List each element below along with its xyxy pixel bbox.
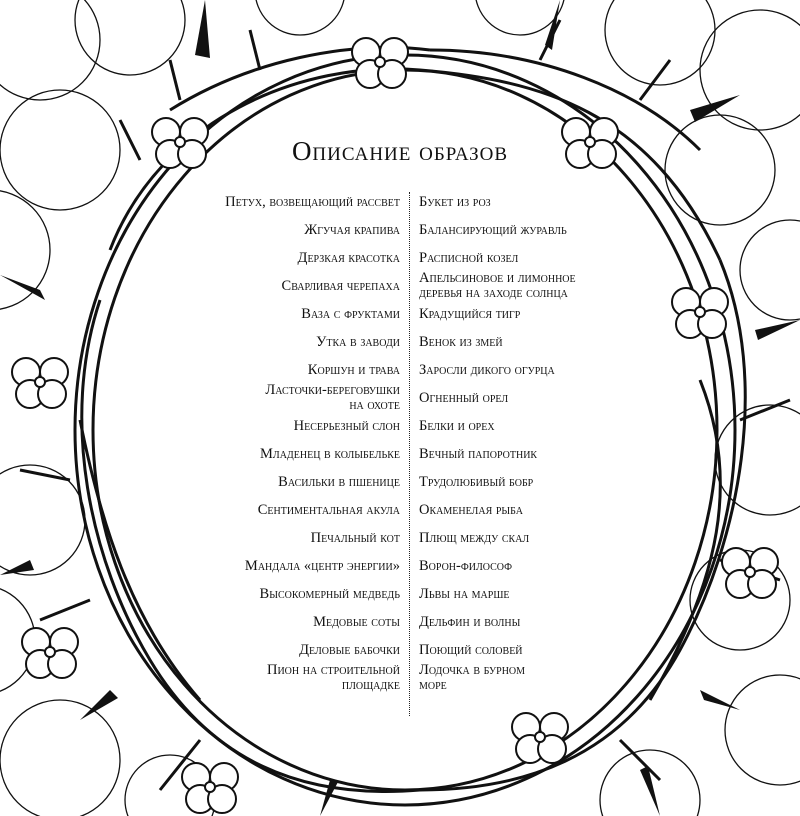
list-item: Несерьезный слон <box>293 417 400 434</box>
list-item: Медовые соты <box>313 613 400 630</box>
list-item: Дельфин и волны <box>419 613 521 630</box>
list-item: Коршун и трава <box>307 361 400 378</box>
page-title: Описание образов <box>291 136 509 166</box>
list-item: Белки и орех <box>419 417 495 434</box>
list-item: Букет из роз <box>419 193 491 210</box>
list-item: Ласточки-береговушки на охоте <box>265 382 400 413</box>
list-item: Дерзкая красотка <box>297 249 400 266</box>
list-item: Огненный орел <box>419 389 509 406</box>
list-item: Жгучая крапива <box>304 221 400 238</box>
list-item: Плющ между скал <box>419 529 530 546</box>
list-item: Младенец в колыбельке <box>260 445 400 462</box>
list-item: Печальный кот <box>310 529 400 546</box>
list-item: Крадущийся тигр <box>419 305 521 322</box>
list-item: Сентиментальная акула <box>257 501 400 518</box>
list-item: Ворон-философ <box>419 557 513 574</box>
list-item: Венок из змей <box>419 333 503 350</box>
list-item: Лодочка в бурном море <box>419 662 526 693</box>
list-item: Пион на строительной площадке <box>266 662 400 693</box>
list-item: Васильки в пшенице <box>278 473 400 490</box>
list-item: Высокомерный медведь <box>259 585 400 602</box>
list-item: Деловые бабочки <box>299 641 400 658</box>
list-item: Сварливая черепаха <box>281 277 400 294</box>
list-item: Окаменелая рыба <box>419 501 523 518</box>
list-item: Расписной козел <box>419 249 519 266</box>
list-item: Трудолюбивый бобр <box>419 473 534 490</box>
list-item: Петух, возвещающий рассвет <box>225 193 400 210</box>
list-item: Львы на марше <box>419 585 510 602</box>
right-column-list <box>419 188 619 692</box>
list-item: Ваза с фруктами <box>301 305 400 322</box>
list-item: Утка в заводи <box>316 333 400 350</box>
list-item: Вечный папоротник <box>419 445 538 462</box>
list-item: Мандала «центр энергии» <box>244 557 400 574</box>
list-item: Балансирующий журавль <box>419 221 567 238</box>
list-item: Поющий соловей <box>419 641 523 658</box>
list-item: Апельсиновое и лимонное деревья на заходе солнца <box>419 270 576 301</box>
column-divider <box>409 192 410 716</box>
left-column-list <box>200 188 400 692</box>
list-item: Заросли дикого огурца <box>419 361 555 378</box>
